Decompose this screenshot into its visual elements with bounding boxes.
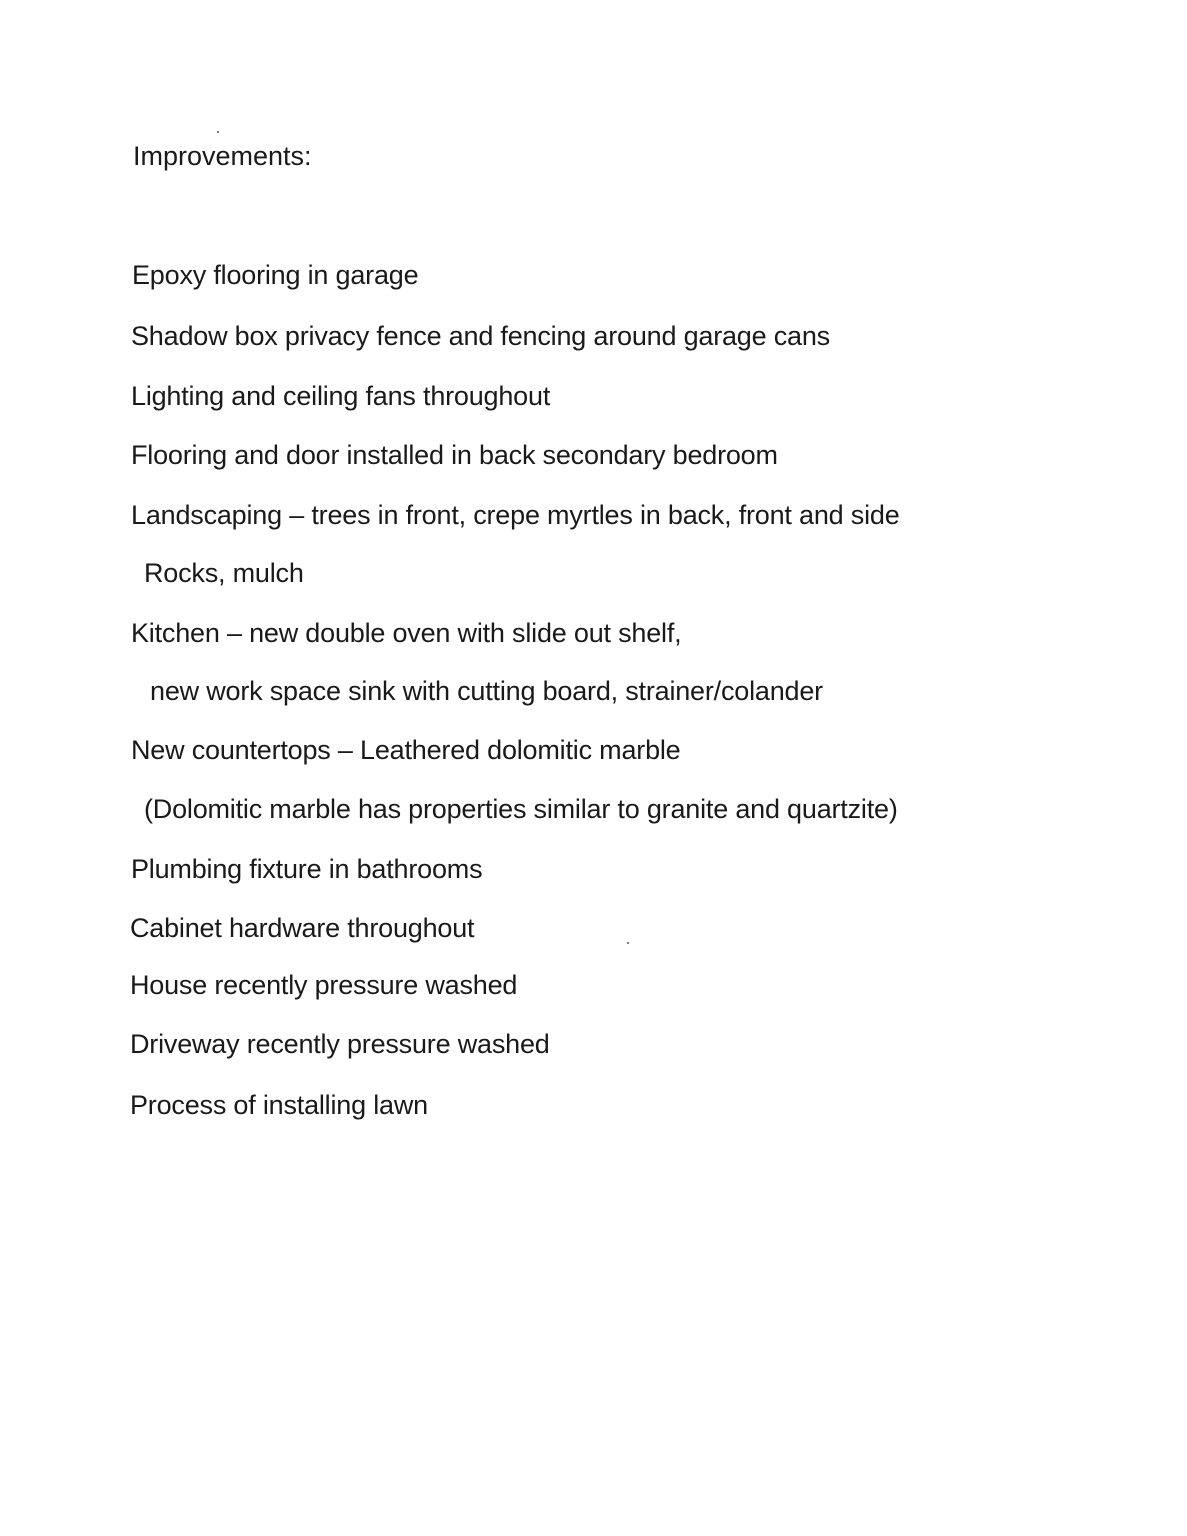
list-item-privacy-fence: Shadow box privacy fence and fencing around garage cans bbox=[131, 321, 830, 351]
list-item-house-washed: House recently pressure washed bbox=[130, 970, 518, 1000]
list-item-lighting-fans: Lighting and ceiling fans throughout bbox=[131, 381, 551, 411]
list-item-epoxy-flooring: Epoxy flooring in garage bbox=[132, 260, 419, 290]
list-item-dolomitic-note: (Dolomitic marble has properties similar to granite and quartzite) bbox=[144, 794, 898, 824]
list-item-lawn: Process of installing lawn bbox=[130, 1090, 428, 1120]
list-item-plumbing: Plumbing fixture in bathrooms bbox=[131, 854, 483, 884]
list-item-landscaping: Landscaping – trees in front, crepe myrtles in back, front and side bbox=[131, 500, 900, 530]
scan-speck bbox=[627, 942, 629, 944]
scan-speck bbox=[217, 131, 219, 133]
list-item-kitchen-sink: new work space sink with cutting board, strainer/colander bbox=[150, 676, 823, 706]
list-item-flooring-door: Flooring and door installed in back secondary bedroom bbox=[131, 440, 778, 470]
list-item-countertops: New countertops – Leathered dolomitic marble bbox=[131, 735, 681, 765]
list-item-driveway-washed: Driveway recently pressure washed bbox=[130, 1029, 550, 1059]
list-item-kitchen-oven: Kitchen – new double oven with slide out shelf, bbox=[131, 618, 682, 648]
list-item-cabinet-hardware: Cabinet hardware throughout bbox=[130, 913, 475, 943]
page-heading: Improvements: bbox=[133, 141, 312, 171]
list-item-rocks-mulch: Rocks, mulch bbox=[144, 558, 304, 588]
